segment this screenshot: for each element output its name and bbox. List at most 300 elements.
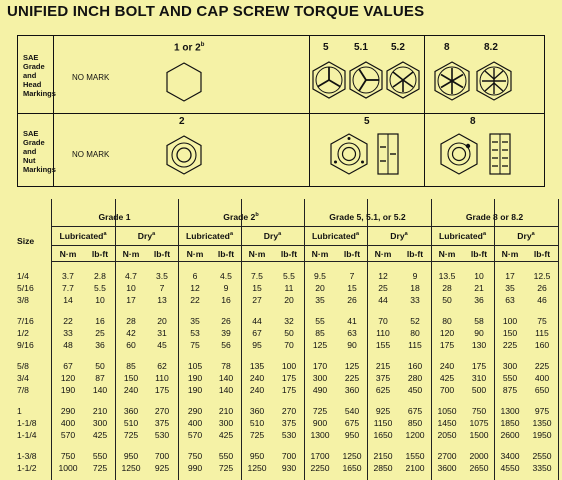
lbft-value-cell: 10 [95,295,105,305]
column-divider [115,199,116,480]
grade-5-head-icon [312,61,346,99]
lbft-value-cell: 12.5 [533,271,551,281]
lbft-value-cell: 500 [471,385,487,395]
lbft-value-cell: 930 [281,463,297,473]
lbft-value-cell: 1075 [469,418,489,428]
lbft-value-cell: 115 [408,340,422,350]
grade-8-2-head-icon [476,61,512,101]
nm-value-cell: 2050 [437,430,457,440]
nm-value-cell: 490 [312,385,328,395]
lbft-value-cell: 26 [537,283,547,293]
grade-8-nut-icon [440,133,478,175]
lbft-value-cell: 21 [474,283,484,293]
lbft-value-cell: 36 [95,340,105,350]
nm-value-cell: 60 [126,340,136,350]
lbft-value-cell: 90 [347,340,357,350]
lbft-value-cell: 140 [218,385,234,395]
nm-value-cell: 1250 [247,463,267,473]
lbft-value-cell: 1650 [342,463,362,473]
lbft-unit-header: lb-ft [217,249,235,259]
nm-unit-header: N·m [122,249,140,259]
grade-5-nut-side-icon [377,133,399,175]
nm-value-cell: 360 [123,406,139,416]
nm-value-cell: 750 [187,451,203,461]
grade-markings-table [17,35,545,187]
nm-value-cell: 950 [249,451,265,461]
nm-value-cell: 900 [312,418,328,428]
nm-value-cell: 70 [378,316,388,326]
nm-value-cell: 75 [190,340,200,350]
nm-value-cell: 400 [60,418,76,428]
column-divider [367,199,368,480]
nm-value-cell: 190 [187,373,203,383]
lbft-value-cell: 750 [471,406,487,416]
nm-value-cell: 7.5 [251,271,263,281]
lbft-value-cell: 36 [474,295,484,305]
lbft-value-cell: 7 [349,271,355,281]
nm-value-cell: 4.7 [125,271,137,281]
lbft-value-cell: 39 [221,328,231,338]
grade-5-2-label: 5.2 [391,42,405,53]
lbft-value-cell: 18 [410,283,420,293]
head-markings-label: SAE Grade and Head Markings [23,53,56,98]
lbft-value-cell: 700 [281,451,297,461]
nm-value-cell: 22 [190,295,200,305]
lbft-value-cell: 115 [535,328,549,338]
nm-value-cell: 1850 [500,418,520,428]
lbft-value-cell: 1250 [342,451,362,461]
nm-value-cell: 375 [375,373,391,383]
lbft-unit-header: lb-ft [343,249,361,259]
nm-value-cell: 28 [442,283,452,293]
lbft-value-cell: 46 [537,295,547,305]
nm-value-cell: 44 [252,316,262,326]
column-divider [178,199,179,480]
nm-value-cell: 1000 [58,463,78,473]
lbft-value-cell: 2.8 [94,271,106,281]
lbft-value-cell: 10 [474,271,484,281]
no-mark-label: NO MARK [72,73,110,82]
page-title: UNIFIED INCH BOLT AND CAP SCREW TORQUE VALUES [7,3,425,20]
column-divider [424,36,425,186]
nm-unit-header: N·m [59,249,77,259]
size-cell: 1-1/8 [17,418,37,428]
size-cell: 3/8 [17,295,29,305]
nm-value-cell: 240 [439,361,455,371]
lbft-value-cell: 530 [281,430,297,440]
size-cell: 1-3/8 [17,451,37,461]
lbft-value-cell: 3.5 [156,271,168,281]
lbft-value-cell: 9 [223,283,229,293]
lbft-value-cell: 280 [407,373,423,383]
grade-5-nut-icon [330,133,368,175]
lbft-value-cell: 20 [157,316,167,326]
lbft-value-cell: 15 [347,283,357,293]
nm-value-cell: 1450 [437,418,457,428]
grade-5-1-label: 5.1 [354,42,368,53]
lbft-value-cell: 7 [159,283,165,293]
grade-2-header: Grade 2$^b$ [223,212,259,222]
nm-value-cell: 85 [126,361,136,371]
nm-value-cell: 290 [60,406,76,416]
grade-1-2-label: 1 or 2$^b$ [174,42,205,54]
lbft-value-cell: 16 [221,295,231,305]
nm-value-cell: 17 [505,271,515,281]
nm-value-cell: 27 [252,295,262,305]
nm-value-cell: 120 [439,328,455,338]
nm-value-cell: 80 [442,316,452,326]
lbft-value-cell: 175 [154,385,170,395]
lbft-value-cell: 175 [471,361,487,371]
nm-value-cell: 63 [505,295,515,305]
lbft-value-cell: 16 [95,316,105,326]
lubricated-header: Lubricated$^a$ [186,231,233,241]
lbft-value-cell: 75 [537,316,547,326]
size-cell: 7/16 [17,316,34,326]
nm-value-cell: 990 [187,463,203,473]
nm-value-cell: 6 [192,271,198,281]
lbft-value-cell: 63 [347,328,357,338]
lbft-value-cell: 80 [410,328,420,338]
lbft-value-cell: 41 [347,316,357,326]
nm-value-cell: 2850 [373,463,393,473]
grade-5-header: Grade 5, 5.1, or 5.2 [329,212,406,222]
row-divider [18,113,544,114]
lbft-value-cell: 360 [344,385,360,395]
lbft-value-cell: 300 [92,418,108,428]
lbft-value-cell: 2100 [405,463,425,473]
lbft-value-cell: 300 [218,418,234,428]
nm-value-cell: 150 [502,328,518,338]
lbft-value-cell: 32 [284,316,294,326]
nm-value-cell: 725 [123,430,139,440]
nm-value-cell: 14 [63,295,73,305]
lbft-value-cell: 52 [410,316,420,326]
lbft-value-cell: 850 [407,418,423,428]
lbft-value-cell: 310 [471,373,487,383]
no-mark-label: NO MARK [72,150,110,159]
lbft-value-cell: 540 [344,406,360,416]
nm-value-cell: 570 [187,430,203,440]
nm-value-cell: 105 [187,361,203,371]
nm-value-cell: 22 [63,316,73,326]
column-divider [304,199,305,480]
nm-value-cell: 28 [126,316,136,326]
nm-value-cell: 510 [123,418,139,428]
nm-value-cell: 42 [126,328,136,338]
nm-value-cell: 12 [378,271,388,281]
nm-value-cell: 360 [249,406,265,416]
nm-value-cell: 625 [375,385,391,395]
nm-unit-header: N·m [186,249,204,259]
nm-value-cell: 13.5 [438,271,456,281]
lbft-value-cell: 650 [534,385,550,395]
nm-value-cell: 4550 [500,463,520,473]
lbft-unit-header: lb-ft [91,249,109,259]
nm-value-cell: 20 [315,283,325,293]
lbft-value-cell: 5.5 [94,283,106,293]
nm-value-cell: 1300 [500,406,520,416]
lbft-value-cell: 2650 [469,463,489,473]
grade-2-nut-icon [164,134,204,176]
nm-value-cell: 215 [375,361,391,371]
size-cell: 5/16 [17,283,34,293]
nm-value-cell: 300 [312,373,328,383]
nm-unit-header: N·m [374,249,392,259]
lbft-value-cell: 225 [534,361,550,371]
nm-value-cell: 35 [505,283,515,293]
lbft-value-cell: 925 [154,463,170,473]
lbft-value-cell: 140 [218,373,234,383]
column-divider [241,199,242,480]
dry-header: Dry$^a$ [263,231,282,241]
lbft-value-cell: 26 [347,295,357,305]
lbft-value-cell: 160 [407,361,423,371]
nm-value-cell: 875 [502,385,518,395]
header-divider [51,261,558,262]
nm-value-cell: 290 [187,406,203,416]
lbft-value-cell: 9 [412,271,418,281]
grade-8-head-icon [434,61,470,101]
lbft-value-cell: 5.5 [283,271,295,281]
size-cell: 9/16 [17,340,34,350]
nm-value-cell: 510 [249,418,265,428]
column-divider [558,199,559,480]
nut-markings-label: SAE Grade and Nut Markings [23,129,56,174]
nm-value-cell: 10 [126,283,136,293]
lbft-value-cell: 58 [474,316,484,326]
nm-value-cell: 725 [249,430,265,440]
lbft-value-cell: 225 [344,373,360,383]
nm-value-cell: 170 [312,361,328,371]
nm-value-cell: 2150 [373,451,393,461]
lbft-value-cell: 4.5 [220,271,232,281]
lbft-value-cell: 130 [471,340,487,350]
nm-value-cell: 1250 [121,463,141,473]
lbft-value-cell: 975 [534,406,550,416]
size-cell: 1-1/2 [17,463,37,473]
grade-5-label: 5 [323,42,329,53]
nm-value-cell: 155 [375,340,391,350]
nm-value-cell: 3.7 [62,271,74,281]
nm-value-cell: 3600 [437,463,457,473]
lbft-value-cell: 56 [221,340,231,350]
size-cell: 1/4 [17,271,29,281]
column-divider [494,199,495,480]
lbft-value-cell: 675 [407,406,423,416]
dry-header: Dry$^a$ [390,231,408,241]
lbft-value-cell: 140 [92,385,108,395]
grade-5-1-head-icon [349,61,383,99]
nm-value-cell: 240 [123,385,139,395]
nm-value-cell: 1050 [437,406,457,416]
lbft-value-cell: 270 [281,406,297,416]
lbft-value-cell: 1950 [532,430,552,440]
lbft-value-cell: 270 [154,406,170,416]
lbft-value-cell: 550 [92,451,108,461]
lbft-value-cell: 87 [95,373,105,383]
nm-value-cell: 67 [252,328,262,338]
nm-value-cell: 50 [442,295,452,305]
lbft-value-cell: 375 [154,418,170,428]
size-cell: 5/8 [17,361,29,371]
size-cell: 1/2 [17,328,29,338]
nm-unit-header: N·m [438,249,456,259]
nm-value-cell: 25 [378,283,388,293]
nm-value-cell: 9.5 [314,271,326,281]
nm-value-cell: 48 [63,340,73,350]
plain-hex-head-icon [164,61,204,103]
lbft-value-cell: 45 [157,340,167,350]
nm-value-cell: 175 [439,340,455,350]
lbft-value-cell: 125 [344,361,360,371]
nm-value-cell: 240 [249,373,265,383]
size-cell: 7/8 [17,385,29,395]
lbft-value-cell: 50 [95,361,105,371]
torque-values-table [0,199,562,480]
nm-value-cell: 12 [190,283,200,293]
nm-value-cell: 2600 [500,430,520,440]
lbft-value-cell: 1500 [469,430,489,440]
nm-value-cell: 1150 [373,418,393,428]
lbft-value-cell: 725 [218,463,234,473]
lbft-value-cell: 50 [284,328,294,338]
grade-8-header: Grade 8 or 8.2 [465,212,524,222]
lbft-unit-header: lb-ft [406,249,424,259]
lbft-value-cell: 1550 [405,451,425,461]
nm-value-cell: 400 [187,418,203,428]
column-divider [51,199,52,480]
lbft-value-cell: 175 [281,385,297,395]
lbft-unit-header: lb-ft [533,249,551,259]
grade-8-nut-side-icon [489,133,511,175]
lbft-value-cell: 26 [221,316,231,326]
grade-8-2-label: 8.2 [484,42,498,53]
lubricated-header: Lubricated$^a$ [59,231,107,241]
nm-value-cell: 35 [315,295,325,305]
lbft-value-cell: 375 [281,418,297,428]
lbft-value-cell: 425 [218,430,234,440]
nm-unit-header: N·m [248,249,266,259]
lbft-value-cell: 110 [155,373,169,383]
header-divider [51,226,558,227]
lbft-value-cell: 550 [218,451,234,461]
nm-value-cell: 750 [60,451,76,461]
nm-value-cell: 425 [439,373,455,383]
lbft-value-cell: 400 [534,373,550,383]
nm-value-cell: 1700 [310,451,330,461]
lbft-value-cell: 175 [281,373,297,383]
lbft-value-cell: 530 [154,430,170,440]
nm-value-cell: 67 [63,361,73,371]
lbft-value-cell: 70 [284,340,294,350]
lbft-value-cell: 20 [284,295,294,305]
nm-value-cell: 53 [190,328,200,338]
lbft-unit-header: lb-ft [153,249,171,259]
nm-value-cell: 125 [312,340,328,350]
lbft-value-cell: 62 [157,361,167,371]
nm-value-cell: 2700 [437,451,457,461]
lbft-value-cell: 210 [218,406,234,416]
nut-grade-2-label: 2 [179,116,185,127]
dry-header: Dry$^a$ [137,231,156,241]
lbft-value-cell: 2550 [532,451,552,461]
nm-value-cell: 150 [123,373,139,383]
lubricated-header: Lubricated$^a$ [312,231,359,241]
lbft-value-cell: 700 [154,451,170,461]
lbft-value-cell: 25 [95,328,105,338]
grade-5-2-head-icon [386,61,420,99]
nm-value-cell: 55 [315,316,325,326]
nm-value-cell: 35 [190,316,200,326]
nm-value-cell: 240 [249,385,265,395]
lbft-value-cell: 1350 [532,418,552,428]
nm-value-cell: 15 [252,283,262,293]
size-cell: 1 [17,406,22,416]
nm-value-cell: 135 [249,361,265,371]
nm-value-cell: 95 [252,340,262,350]
nm-value-cell: 100 [502,316,518,326]
column-divider [309,36,310,186]
lbft-unit-header: lb-ft [280,249,298,259]
nm-value-cell: 190 [60,385,76,395]
nut-grade-5-label: 5 [364,116,370,127]
size-header: Size [17,236,35,246]
nut-grade-8-label: 8 [470,116,476,127]
lbft-value-cell: 11 [284,283,294,293]
nm-value-cell: 725 [312,406,328,416]
size-cell: 3/4 [17,373,29,383]
lbft-value-cell: 90 [474,328,484,338]
grade-1-header: Grade 1 [98,212,131,222]
nm-value-cell: 44 [378,295,388,305]
nm-unit-header: N·m [501,249,519,259]
grade-8-label: 8 [444,42,450,53]
lbft-value-cell: 1200 [405,430,425,440]
nm-value-cell: 110 [376,328,390,338]
lbft-value-cell: 78 [221,361,231,371]
nm-value-cell: 1650 [373,430,393,440]
nm-value-cell: 85 [315,328,325,338]
nm-value-cell: 950 [123,451,139,461]
nm-value-cell: 1300 [310,430,330,440]
lbft-value-cell: 425 [92,430,108,440]
lbft-value-cell: 725 [92,463,108,473]
lbft-value-cell: 210 [92,406,108,416]
lbft-value-cell: 950 [344,430,360,440]
nm-value-cell: 225 [502,340,518,350]
nm-value-cell: 2250 [310,463,330,473]
nm-unit-header: N·m [311,249,329,259]
lbft-value-cell: 2000 [469,451,489,461]
lbft-value-cell: 100 [281,361,297,371]
lbft-value-cell: 31 [157,328,167,338]
lbft-value-cell: 33 [410,295,420,305]
lbft-value-cell: 3350 [532,463,552,473]
nm-value-cell: 190 [187,385,203,395]
column-divider [431,199,432,480]
nm-value-cell: 7.7 [62,283,74,293]
size-cell: 1-1/4 [17,430,37,440]
nm-value-cell: 17 [126,295,136,305]
nm-value-cell: 925 [375,406,391,416]
nm-value-cell: 550 [502,373,518,383]
lbft-unit-header: lb-ft [470,249,488,259]
nm-value-cell: 33 [63,328,73,338]
nm-value-cell: 300 [502,361,518,371]
lbft-value-cell: 13 [157,295,167,305]
nm-value-cell: 120 [60,373,76,383]
